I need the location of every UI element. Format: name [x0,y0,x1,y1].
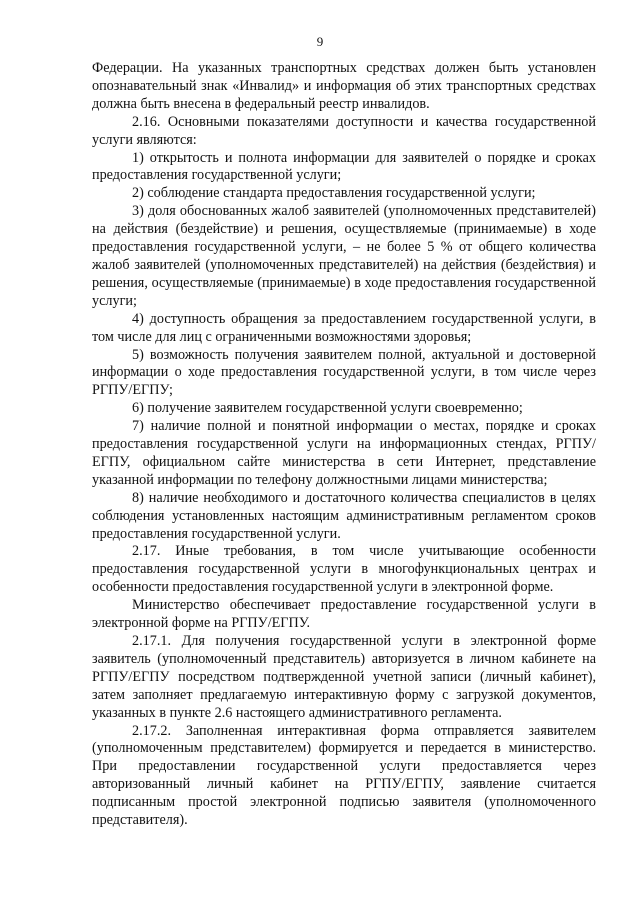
paragraph-2-17: 2.17. Иные требования, в том числе учитывающие особенности предоставления государственной услуги в многофункциональных центрах и особенности предоставления государственной услуги в электронной форме. [92,543,596,596]
paragraph-2-17-2: 2.17.2. Заполненная интерактивная форма отправляется заявителем (уполномоченным представителем) формируется и передается в министерство. При предоставлении государственной услуги предоставляется через авторизованный личный кабинет на РГПУ/ЕГПУ, заявление считается подписанным простой электронной подписью заявителя (уполномоченного представителя). [92,722,596,829]
paragraph-ministry-electronic: Министерство обеспечивает предоставление государственной услуги в электронной форме на РГПУ/ЕГПУ. [92,597,596,632]
paragraph-2-17-1: 2.17.1. Для получения государственной услуги в электронной форме заявитель (уполномоченный представитель) авторизуется в личном кабинете на РГПУ/ЕГПУ посредством подтвержденной учетной записи (личный кабинет), затем заполняет предлагаемую интерактивную форму с загрузкой документов, указанных в пункте 2.6 настоящего административного регламента. [92,633,596,721]
paragraph-2-16: 2.16. Основными показателями доступности и качества государственной услуги являются: [92,113,596,148]
body-text [92,60,596,830]
paragraph-item-8: 8) наличие необходимого и достаточного количества специалистов в целях соблюдения установленных настоящим административным регламентом сроков предоставления государственной услуги. [92,489,596,542]
paragraph-item-4: 4) доступность обращения за предоставлением государственной услуги, в том числе для лиц с ограниченными возможностями здоровья; [92,310,596,345]
paragraph-item-6: 6) получение заявителем государственной услуги своевременно; [132,400,523,417]
paragraph-item-1: 1) открытость и полнота информации для заявителей о порядке и сроках предоставления государственной услуги; [92,149,596,184]
paragraph-item-7: 7) наличие полной и понятной информации о местах, порядке и сроках предоставления государственной услуги на информационных стендах, РГПУ/ЕГПУ, официальном сайте министерства в сети Интернет, представление указанной информации по телефону должностными лицами министерства; [92,418,596,488]
paragraph-item-2: 2) соблюдение стандарта предоставления государственной услуги; [132,185,536,202]
paragraph-item-5: 5) возможность получения заявителем полной, актуальной и достоверной информации о ходе предоставления государственной услуги, в том числе через РГПУ/ЕГПУ; [92,346,596,399]
paragraph-continuation: Федерации. На указанных транспортных средствах должен быть установлен опознавательный знак «Инвалид» и информация об этих транспортных средствах должна быть внесена в федеральный реестр инвалидов. [92,60,596,112]
paragraph-item-3: 3) доля обоснованных жалоб заявителей (уполномоченных представителей) на действия (бездействие) и решения, осуществляемые (принимаемые) в ходе предоставления государственной услуги, – не более 5 % от общего количества жалоб заявителей (уполномоченных представителей) на действия (бездействия) и решения, осуществляемые (принимаемые) в ходе предоставления государственной услуги; [92,203,596,309]
page-number: 9 [316,34,324,49]
